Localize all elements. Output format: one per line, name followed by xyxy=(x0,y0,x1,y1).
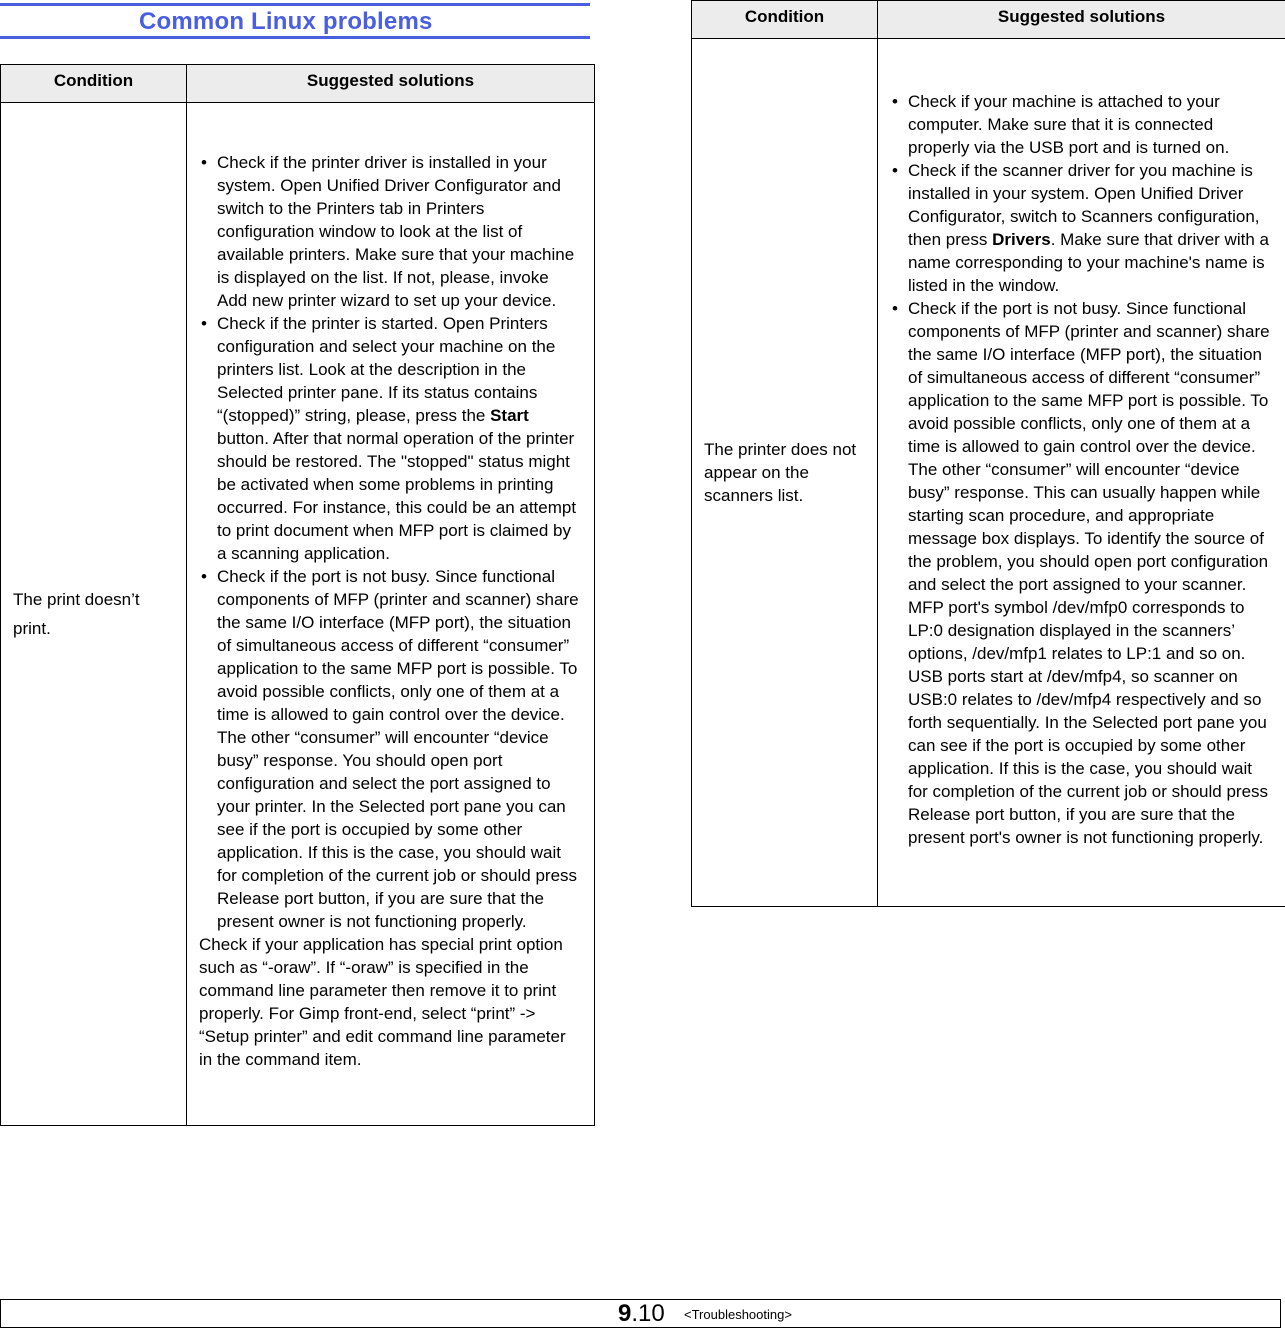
problems-table-scanner xyxy=(691,0,1285,907)
footer-section-label: <Troubleshooting> xyxy=(684,1307,792,1322)
bullet-icon: • xyxy=(892,161,898,180)
condition-cell xyxy=(1,103,187,1126)
bullet-icon: • xyxy=(201,153,207,172)
condition-cell xyxy=(692,39,878,907)
solutions-list xyxy=(199,151,580,933)
solution-text: Check if the port is not busy. Since functional components of MFP (printer and scanner) share the same I/O interface (MFP port), the situation of simultaneous access of different “consumer” application to the same MFP port is possible. To avoid possible conflicts, only one of them at a time is allowed to gain control over the device. The other “consumer” will encounter “device busy” response. This can usually happen while starting scan procedure, and appropriate message box displays. To identify the source of the problem, you should open port configuration and select the port assigned to your scanner. MFP port's symbol /dev/mfp0 corresponds to LP:0 designation displayed in the scanners’ options, /dev/mfp1 relates to LP:1 and so on. USB ports start at /dev/mfp4, so scanner on USB:0 relates to /dev/mfp4 respectively and so forth sequentially. In the Selected port pane you can see if the port is occupied by some other application. If this is the case, you should wait for completion of the current job or should press Release port button, if you are sure that the present port's owner is not functioning properly. xyxy=(908,299,1270,847)
header-solutions: Suggested solutions xyxy=(187,65,595,103)
solution-item xyxy=(890,90,1271,159)
solution-item xyxy=(890,297,1271,849)
header-solutions: Suggested solutions xyxy=(878,1,1285,39)
table-row xyxy=(692,39,1285,907)
solution-item xyxy=(199,312,580,565)
solution-text: Check if the port is not busy. Since functional components of MFP (printer and scanner) share the same I/O interface (MFP port), the situation of simultaneous access of different “consumer” application to the same MFP port is possible. To avoid possible conflicts, only one of them at a time is allowed to gain control over the device. The other “consumer” will encounter “device busy” response. You should open port configuration and select the port assigned to your printer. In the Selected port pane you can see if the port is occupied by some other application. If this is the case, you should wait for completion of the current job or should press Release port button, if you are sure that the present owner is not functioning properly. xyxy=(217,567,579,931)
solutions-cell xyxy=(187,103,595,1126)
solution-note: Check if your application has special print option such as “-oraw”. If “-oraw” is specified in the command line parameter then remove it to print properly. For Gimp front-end, select “print” -> “Setup printer” and edit command line parameter in the command item. xyxy=(199,935,566,1069)
page-footer xyxy=(0,1299,1281,1328)
bullet-icon: • xyxy=(201,567,207,586)
page-number xyxy=(618,1300,665,1328)
solution-item xyxy=(890,159,1271,297)
bullet-icon: • xyxy=(892,299,898,318)
header-condition: Condition xyxy=(692,1,878,39)
solutions-cell xyxy=(878,39,1285,907)
condition-text: The print doesn’t print. xyxy=(13,590,140,638)
bullet-icon: • xyxy=(892,92,898,111)
table-row xyxy=(1,103,595,1126)
emphasized-term: Drivers xyxy=(992,230,1051,249)
condition-text: The printer does not appear on the scanners list. xyxy=(704,440,857,505)
solution-text: Check if the printer is started. Open Printers configuration and select your machine on the printers list. Look at the description in the Selected printer pane. If its status contains “(stopped)” string, please, press the xyxy=(217,314,556,425)
solution-text: . Make sure that driver with a name corresponding to your machine's name is listed in the window. xyxy=(908,230,1269,295)
solution-text: Check if your machine is attached to your computer. Make sure that it is connected properly via the USB port and is turned on. xyxy=(908,92,1230,157)
solution-text: button. After that normal operation of the printer should be restored. The "stopped" status might be activated when some problems in printing occurred. For instance, this could be an attempt to print document when MFP port is claimed by a scanning application. xyxy=(217,429,577,563)
emphasized-term: Start xyxy=(490,406,529,425)
solution-text: Check if the printer driver is installed in your system. Open Unified Driver Configurator and switch to the Printers tab in Printers configuration window to look at the list of available printers. Make sure that your machine is displayed on the list. If not, please, invoke Add new printer wizard to set up your device. xyxy=(217,153,575,310)
table-header-row xyxy=(692,1,1285,39)
solution-text: Check if the scanner driver for you machine is installed in your system. Open Unified Driver Configurator, switch to Scanners configuration, then press xyxy=(908,161,1260,249)
header-condition: Condition xyxy=(1,65,187,103)
solution-item xyxy=(199,565,580,933)
chapter-number: 9 xyxy=(618,1300,632,1327)
section-title-bar xyxy=(0,3,590,39)
page-suffix: .10 xyxy=(631,1300,665,1327)
problems-table-print xyxy=(0,64,595,1126)
table-header-row xyxy=(1,65,595,103)
bullet-icon: • xyxy=(201,314,207,333)
page-title: Common Linux problems xyxy=(139,8,433,35)
solution-item xyxy=(199,151,580,312)
solutions-list xyxy=(890,90,1271,849)
